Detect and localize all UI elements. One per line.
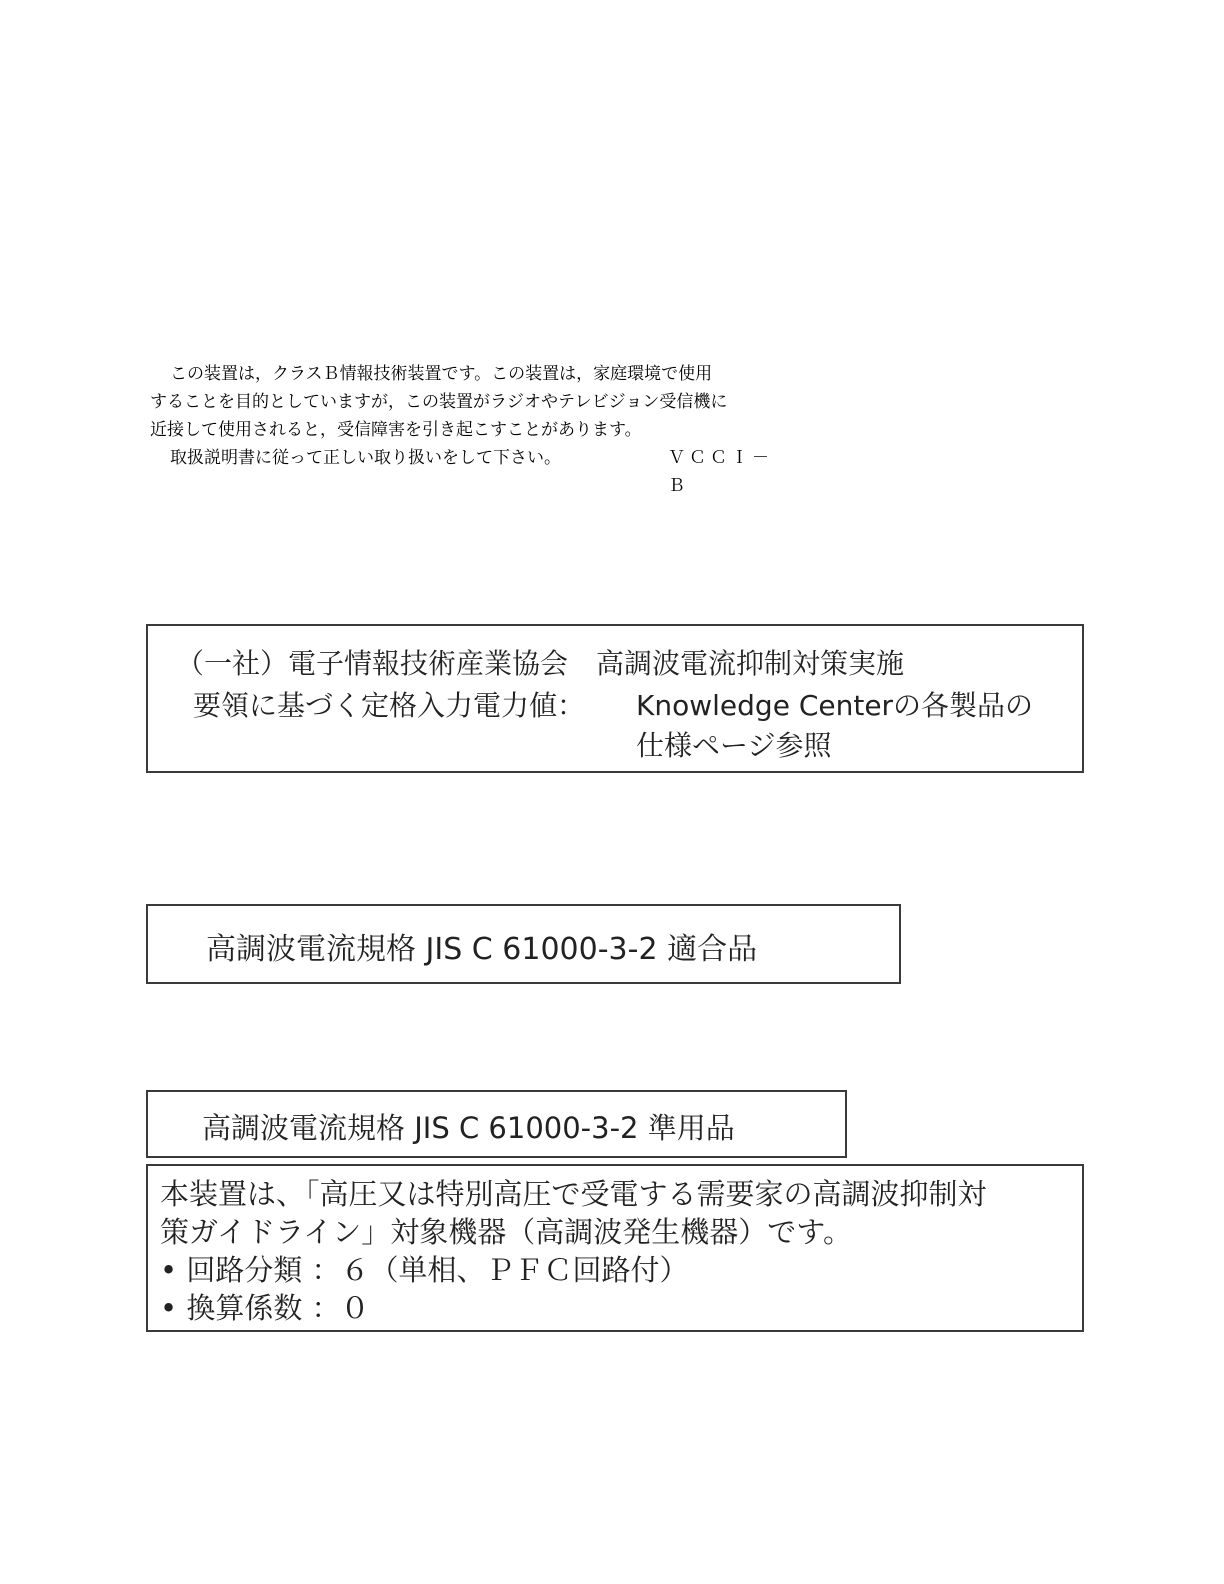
jis-quasi-conformance-box: [146, 1090, 847, 1158]
vcci-notice: [150, 360, 790, 496]
guideline-line-2: 策ガイドライン」対象機器（高調波発生機器）です。: [160, 1215, 852, 1249]
guideline-conversion-factor: • 換算係数 ：０: [160, 1291, 370, 1325]
jis-conformance-box: [146, 904, 901, 984]
jeita-line-1: （一社）電子情報技術産業協会 高調波電流抑制対策実施: [176, 647, 905, 680]
jeita-rated-power-box: [146, 624, 1084, 773]
jis-quasi-conformance-text: 高調波電流規格 JIS C 61000-3-2 準用品: [202, 1111, 735, 1145]
vcci-line-1: この装置は，クラスＢ情報技術装置です。この装置は，家庭環境で使用: [170, 364, 713, 384]
guideline-circuit-class: • 回路分類 ：６（単相、ＰＦＣ回路付）: [160, 1253, 689, 1287]
jis-conformance-text: 高調波電流規格 JIS C 61000-3-2 適合品: [206, 932, 758, 967]
vcci-line-2: することを目的としていますが，この装置がラジオやテレビジョン受信機に: [150, 392, 728, 412]
vcci-mark: ＶＣＣＩ－Ｂ: [668, 448, 773, 496]
jeita-line-2-value: Knowledge Centerの各製品の: [636, 689, 1034, 722]
jeita-line-2-label: 要領に基づく定格入力電力値：: [193, 689, 586, 722]
harmonic-guideline-box: [146, 1164, 1084, 1332]
vcci-line-4: 取扱説明書に従って正しい取り扱いをして下さい。: [170, 448, 561, 468]
vcci-line-3: 近接して使用されると，受信障害を引き起こすことがあります。: [150, 420, 642, 440]
jeita-line-3: 仕様ページ参照: [636, 729, 832, 762]
guideline-line-1: 本装置は、「高圧又は特別高圧で受電する需要家の高調波抑制対: [160, 1177, 987, 1211]
